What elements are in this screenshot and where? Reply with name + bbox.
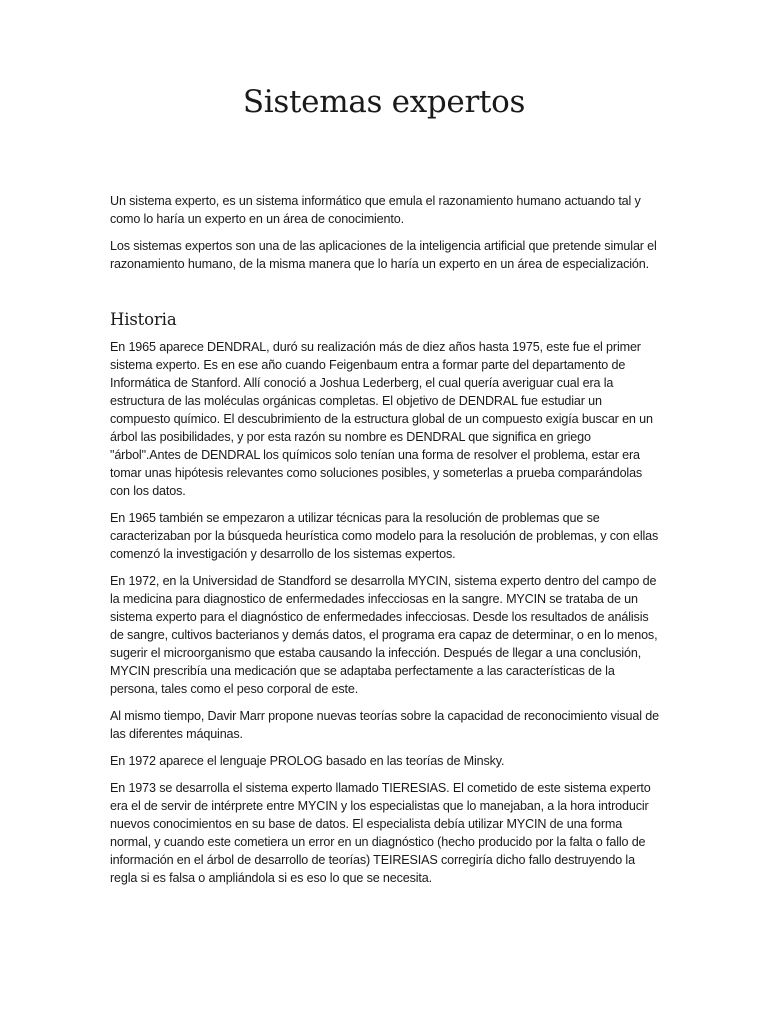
document-body: [110, 192, 660, 896]
section-heading-historia: Historia: [110, 310, 177, 329]
paragraph-history-5: En 1972 aparece el lenguaje PROLOG basado en las teorías de Minsky.: [110, 754, 505, 768]
paragraph-history-2: En 1965 también se empezaron a utilizar técnicas para la resolución de problemas que se caracterizaban por la búsqueda heurística como modelo para la resolución de problemas, y con ellas comenzó la investigación y desarrollo de los sistemas expertos.: [110, 511, 659, 561]
paragraph-history-4: Al mismo tiempo, Davir Marr propone nuevas teorías sobre la capacidad de reconocimiento visual de las diferentes máquinas.: [110, 709, 659, 741]
paragraph-history-1: En 1965 aparece DENDRAL, duró su realización más de diez años hasta 1975, este fue el primer sistema experto. Es en ese año cuando Feigenbaum entra a formar parte del departamento de Informática de Stanford. Allí conoció a Joshua Lederberg, el cual quería averiguar cual era la estructura de las moléculas orgánicas completas. El objetivo de DENDRAL fue estudiar un compuesto químico. El descubrimiento de la estructura global de un compuesto exigía buscar en un árbol las posibilidades, y por esta razón su nombre es DENDRAL que significa en griego "árbol".Antes de DENDRAL los químicos solo tenían una forma de resolver el problema, estar era tomar unas hipótesis relevantes como soluciones posibles, y someterlas a prueba comparándolas con los datos.: [110, 340, 653, 498]
page-title: Sistemas expertos: [242, 84, 526, 120]
paragraph-history-3: En 1972, en la Universidad de Standford se desarrolla MYCIN, sistema experto dentro del campo de la medicina para diagnostico de enfermedades infecciosas en la sangre. MYCIN se trataba de un sistema experto para el diagnóstico de enfermedades infecciosas. Desde los resultados de análisis de sangre, cultivos bacterianos y demás datos, el programa era capaz de determinar, o en lo menos, sugerir el microorganismo que estaba causando la infección. Después de llegar a una conclusión, MYCIN prescribía una medicación que se adaptaba perfectamente a las características de la persona, tales como el peso corporal de este.: [110, 574, 658, 696]
paragraph-intro-2: Los sistemas expertos son una de las aplicaciones de la inteligencia artificial que pretende simular el razonamiento humano, de la misma manera que lo haría un experto en un área de especialización.: [110, 239, 657, 271]
paragraph-history-6: En 1973 se desarrolla el sistema experto llamado TIERESIAS. El cometido de este sistema experto era el de servir de intérprete entre MYCIN y los especialistas que lo manejaban, a la hora introducir nuevos conocimientos en su base de datos. El especialista debía utilizar MYCIN de una forma normal, y cuando este cometiera un error en un diagnóstico (hecho producido por la falta o fallo de información en el árbol de desarrollo de teorías) TEIRESIAS corregiría dicho fallo destruyendo la regla si es falsa o ampliándola si es eso lo que se necesita.: [110, 781, 651, 885]
paragraph-intro-1: Un sistema experto, es un sistema informático que emula el razonamiento humano actuando tal y como lo haría un experto en un área de conocimiento.: [110, 194, 641, 226]
